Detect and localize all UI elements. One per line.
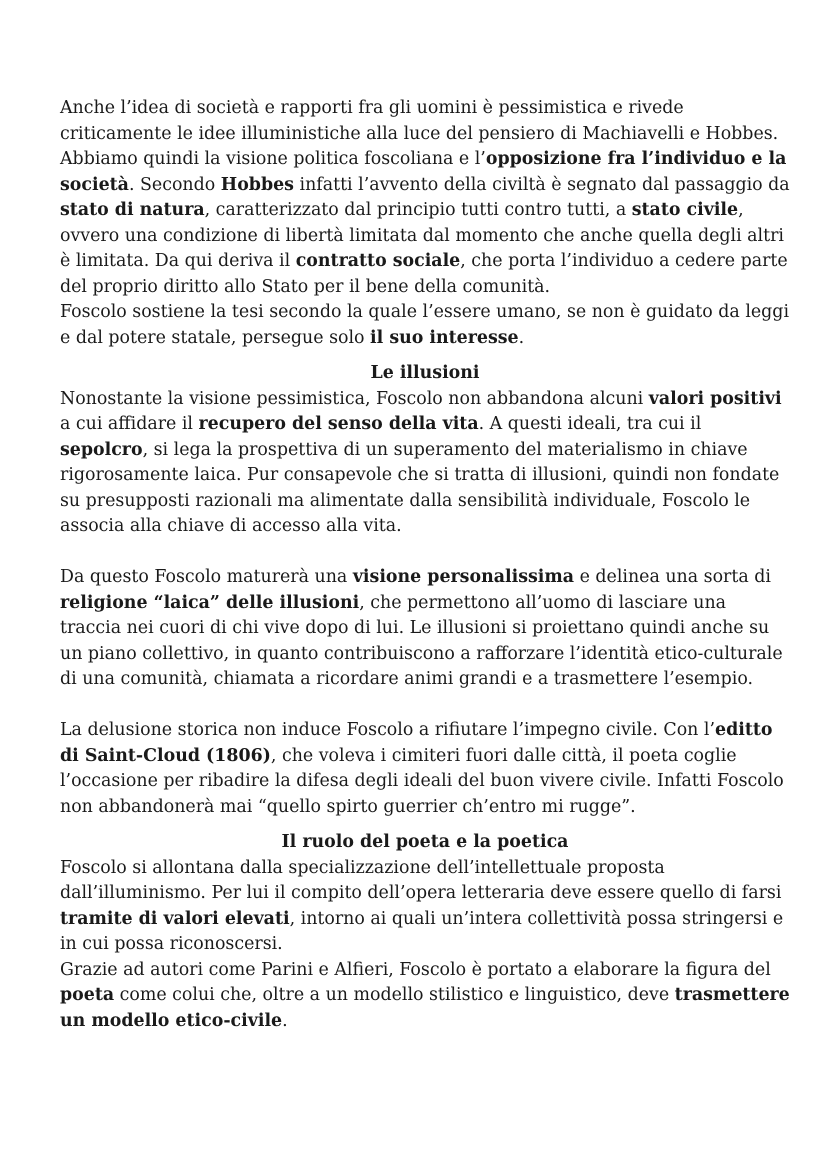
- intro-paragraph-1: [60, 96, 790, 300]
- bold-text-run: opposizione fra l’individuo e la società: [60, 149, 787, 195]
- illusioni-paragraph-1: [60, 387, 790, 540]
- text-run: .: [518, 327, 525, 348]
- text-run: , che permettono all’uomo di lasciare una traccia nei cuori di chi vive dopo di lui. Le illusioni si proiettano quindi anche su un piano collettivo, in quanto contribuiscono a rafforzare l’identità etico-culturale di una comunità, chiamata a ricordare animi grandi e a trasmettere l’esempio.: [60, 592, 783, 689]
- text-run: Foscolo si allontana dalla specializzazione dell’intellettuale proposta dall’illuminismo. Per lui il compito dell’opera letteraria deve essere quello di farsi: [60, 857, 782, 903]
- paragraph-spacer: [60, 540, 790, 566]
- text-run: a cui affidare il: [60, 414, 199, 434]
- poeta-paragraph-2: [60, 958, 790, 1035]
- text-run: e delinea una sorta di: [574, 567, 771, 587]
- bold-text-run: contratto sociale: [295, 251, 461, 271]
- text-run: , ovvero una condizione di libertà limitata dal momento che anche quella degli altri è limitata. Da qui deriva il: [60, 200, 784, 271]
- text-run: . A questi ideali, tra cui il: [478, 414, 702, 434]
- text-run: .: [282, 1010, 288, 1031]
- bold-text-run: Hobbes: [220, 174, 294, 195]
- illusioni-paragraph-3: [60, 718, 790, 820]
- text-run: , si lega la prospettiva di un superamento del materialismo in chiave rigorosamente laica. Pur consapevole che si tratta di illusioni, quindi non fondate su presupposti razionali ma alimentate dalla sensibilità individuale, Foscolo le associa alla chiave di accesso alla vita.: [60, 439, 780, 536]
- text-run: La delusione storica non induce Foscolo a rifiutare l’impegno civile. Con l’: [60, 720, 715, 740]
- document-page: [60, 96, 790, 1034]
- bold-text-run: stato di natura: [60, 200, 205, 220]
- text-run: . Secondo: [128, 174, 221, 195]
- bold-text-run: sepolcro: [60, 439, 143, 460]
- illusioni-paragraph-2: [60, 565, 790, 693]
- text-run: come colui che, oltre a un modello stilistico e linguistico, deve: [114, 985, 675, 1005]
- text-run: , che voleva i cimiteri fuori dalle città, il poeta coglie l’occasione per ribadire la difesa degli ideali del buon vivere civile. Infatti Foscolo non abbandonerà mai “quello spirto guerrier ch’entro mi rugge”.: [60, 745, 784, 817]
- text-run: Grazie ad autori come Parini e Alfieri, Foscolo è portato a elaborare la figura del: [60, 959, 771, 980]
- bold-text-run: tramite di valori elevati: [60, 908, 290, 929]
- text-run: , caratterizzato dal principio tutti contro tutti, a: [204, 200, 632, 220]
- text-run: Anche l’idea di società e rapporti fra gli uomini è pessimistica e rivede criticamente le idee illuministiche alla luce del pensiero di Machiavelli e Hobbes. Abbiamo quindi la visione politica foscoliana e l’: [60, 98, 779, 169]
- bold-text-run: stato civile: [631, 200, 739, 220]
- text-run: , intorno ai quali un’intera collettività possa stringersi e in cui possa riconoscersi.: [60, 908, 784, 954]
- poeta-paragraph-1: [60, 856, 790, 958]
- text-run: Nonostante la visione pessimistica, Foscolo non abbandona alcuni: [60, 388, 649, 409]
- text-run: infatti l’avvento della civiltà è segnato dal passaggio da: [293, 174, 790, 195]
- bold-text-run: editto di Saint-Cloud (1806): [60, 720, 773, 766]
- bold-text-run: recupero del senso della vita: [198, 414, 479, 434]
- bold-text-run: il suo interesse: [370, 327, 519, 348]
- bold-text-run: poeta: [60, 985, 115, 1005]
- bold-text-run: visione personalissima: [352, 567, 575, 587]
- text-run: Da questo Foscolo maturerà una: [60, 567, 353, 587]
- bold-text-run: trasmettere un modello etico-civile: [60, 985, 790, 1031]
- bold-text-run: valori positivi: [648, 388, 782, 409]
- intro-paragraph-2: [60, 300, 790, 351]
- section-heading-poeta: Il ruolo del poeta e la poetica: [281, 832, 569, 852]
- bold-text-run: religione “laica” delle illusioni: [60, 592, 360, 613]
- text-run: Foscolo sostiene la tesi secondo la quale l’essere umano, se non è guidato da leggi e dal potere statale, persegue solo: [60, 302, 790, 348]
- section-heading-illusioni: Le illusioni: [370, 363, 480, 383]
- text-run: , che porta l’individuo a cedere parte del proprio diritto allo Stato per il bene della comunità.: [60, 251, 788, 297]
- paragraph-spacer: [60, 693, 790, 719]
